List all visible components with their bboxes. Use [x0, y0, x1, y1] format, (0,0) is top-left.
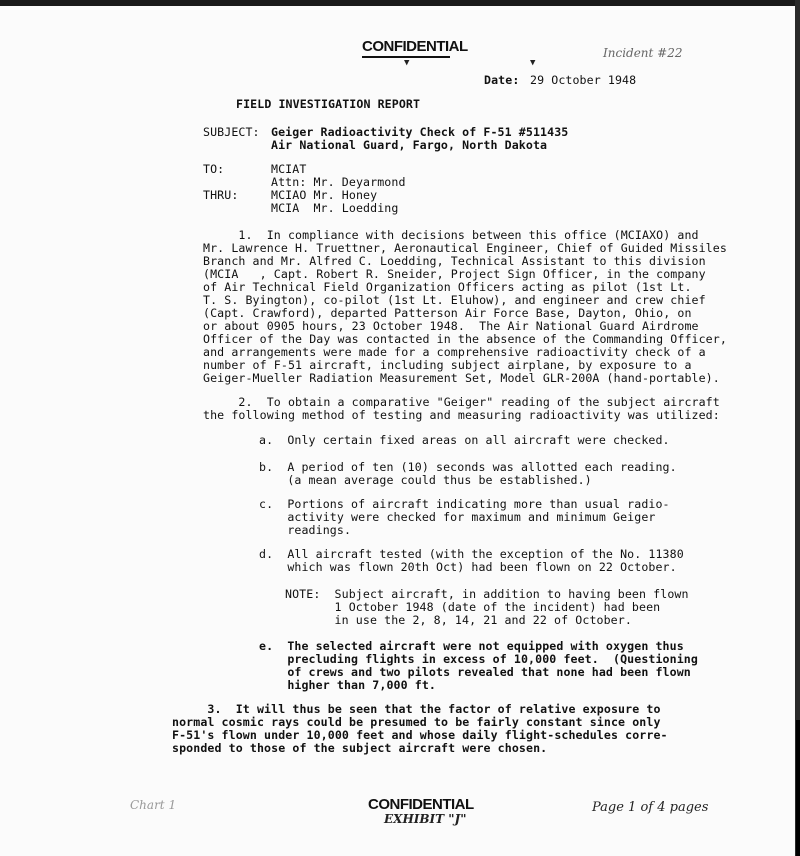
handwritten-reference: Incident #22	[603, 46, 683, 60]
note-line: NOTE: Subject aircraft, in addition to having been flown	[285, 587, 689, 601]
scan-edge-top	[0, 0, 800, 6]
list-item-line: e. The selected aircraft were not equipped with oxygen thus	[259, 639, 684, 653]
handwritten-chart-note: Chart 1	[130, 798, 177, 812]
paragraph-1-line: (Capt. Crawford), departed Patterson Air Force Base, Dayton, Ohio, on	[203, 306, 692, 320]
report-title: FIELD INVESTIGATION REPORT	[236, 97, 421, 111]
list-item-line: which was flown 20th Oct) had been flown on 22 October.	[259, 560, 677, 574]
classification-stamp-top: CONFIDENTIAL	[362, 38, 468, 55]
punch-mark-top-left: ▼	[404, 58, 410, 68]
scan-edge-right-dark	[796, 720, 800, 856]
subject-line-1: Geiger Radioactivity Check of F-51 #511435	[271, 125, 569, 139]
to-attn: Attn: Mr. Deyarmond	[271, 175, 406, 189]
paragraph-3-line: F-51's flown under 10,000 feet and whose daily flight-schedules corre-	[172, 728, 668, 742]
to-org: MCIAT	[271, 162, 307, 176]
paragraph-1-line: Mr. Lawrence H. Truettner, Aeronautical Engineer, Chief of Guided Missiles	[203, 241, 727, 255]
list-item-line: b. A period of ten (10) seconds was allotted each reading.	[259, 460, 677, 474]
punch-mark-top-right: ▼	[530, 58, 536, 68]
to-label: TO:	[203, 162, 225, 176]
list-item-line: (a mean average could thus be established.)	[259, 473, 592, 487]
paragraph-1-line: Officer of the Day was contacted in the absence of the Commanding Officer,	[203, 332, 727, 346]
paragraph-1-line: T. S. Byington), co-pilot (1st Lt. Eluhow), and engineer and crew chief	[203, 293, 706, 307]
paragraph-1-line: 1. In compliance with decisions between this office (MCIAXO) and	[203, 228, 699, 242]
list-item-line: a. Only certain fixed areas on all aircraft were checked.	[259, 433, 670, 447]
date-value: 29 October 1948	[530, 73, 637, 87]
date-label: Date:	[484, 73, 520, 87]
handwritten-page-count: Page 1 of 4 pages	[592, 800, 709, 815]
subject-label: SUBJECT:	[203, 125, 260, 139]
note-line: in use the 2, 8, 14, 21 and 22 of October.	[285, 613, 632, 627]
paragraph-1-line: number of F-51 aircraft, including subject airplane, by exposure to a	[203, 358, 692, 372]
paragraph-2-line: 2. To obtain a comparative "Geiger" reading of the subject aircraft	[203, 395, 720, 409]
thru-line-1: MCIAO Mr. Honey	[271, 188, 378, 202]
note-line: 1 October 1948 (date of the incident) had been	[285, 600, 661, 614]
paragraph-2-line: the following method of testing and measuring radioactivity was utilized:	[203, 408, 720, 422]
list-item-line: higher than 7,000 ft.	[259, 678, 437, 692]
thru-label: THRU:	[203, 188, 239, 202]
paragraph-1-line: Branch and Mr. Alfred C. Loedding, Technical Assistant to this division	[203, 254, 706, 268]
paragraph-3-line: sponded to those of the subject aircraft were chosen.	[172, 741, 548, 755]
thru-line-2: MCIA Mr. Loedding	[271, 201, 399, 215]
exhibit-label: EXHIBIT "J"	[384, 812, 467, 826]
paragraph-1-line: or about 0905 hours, 23 October 1948. The Air National Guard Airdrome	[203, 319, 699, 333]
paragraph-1-line: and arrangements were made for a comprehensive radioactivity check of a	[203, 345, 706, 359]
classification-stamp-bottom: CONFIDENTIAL	[368, 796, 474, 813]
list-item-line: precluding flights in excess of 10,000 feet. (Questioning	[259, 652, 698, 666]
list-item-line: readings.	[259, 523, 352, 537]
paragraph-3-line: normal cosmic rays could be presumed to be fairly constant since only	[172, 715, 661, 729]
paragraph-1-line: (MCIA , Capt. Robert R. Sneider, Project Sign Officer, in the company	[203, 267, 706, 281]
subject-line-2: Air National Guard, Fargo, North Dakota	[271, 138, 548, 152]
list-item-line: of crews and two pilots revealed that none had been flown	[259, 665, 691, 679]
paragraph-1-line: of Air Technical Field Organization Officers acting as pilot (1st Lt.	[203, 280, 692, 294]
paragraph-3-line: 3. It will thus be seen that the factor of relative exposure to	[172, 702, 661, 716]
list-item-line: d. All aircraft tested (with the exception of the No. 11380	[259, 547, 684, 561]
paragraph-1-line: Geiger-Mueller Radiation Measurement Set, Model GLR-200A (hand-portable).	[203, 371, 720, 385]
list-item-line: activity were checked for maximum and minimum Geiger	[259, 510, 656, 524]
list-item-line: c. Portions of aircraft indicating more than usual radio-	[259, 497, 670, 511]
